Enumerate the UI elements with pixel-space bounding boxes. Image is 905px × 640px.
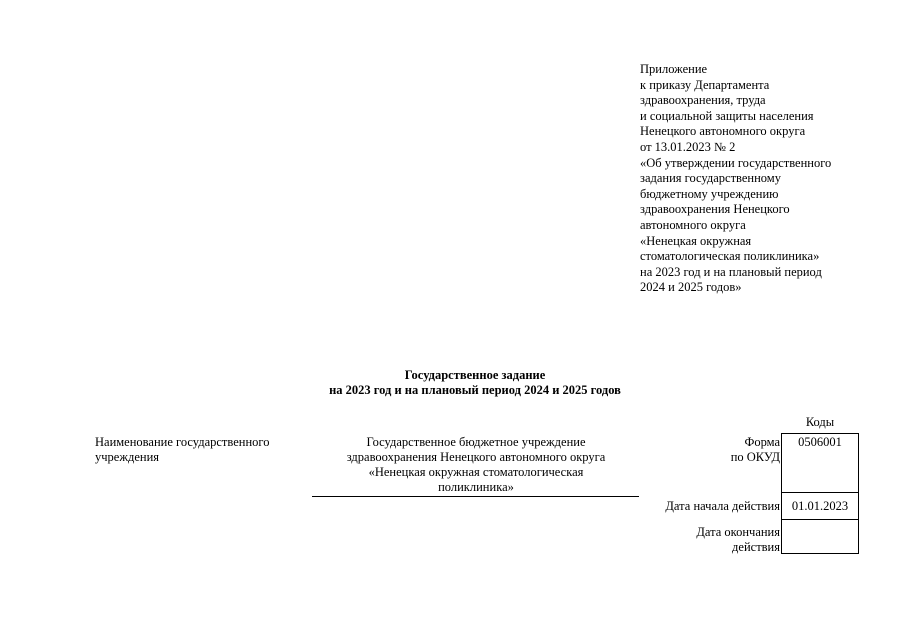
form-label-line-1: Форма xyxy=(744,435,780,449)
appendix-line: задания государственному xyxy=(640,171,781,186)
appendix-line: 2024 и 2025 годов» xyxy=(640,280,742,295)
appendix-line: стоматологическая поликлиника» xyxy=(640,249,820,264)
appendix-line: на 2023 год и на плановый период xyxy=(640,264,822,279)
end-date-label-line-1: Дата окончания xyxy=(696,525,780,539)
form-okud-label xyxy=(731,435,780,465)
start-date-cell: 01.01.2023 xyxy=(782,493,859,520)
institution-name-line-4: поликлиника» xyxy=(438,480,514,494)
appendix-line: автономного округа xyxy=(640,217,746,232)
codes-table xyxy=(781,433,859,554)
document-title xyxy=(280,368,670,398)
codes-row-start-date xyxy=(782,493,859,520)
end-date-label xyxy=(696,525,780,555)
appendix-line: от 13.01.2023 № 2 xyxy=(640,139,736,154)
institution-name xyxy=(312,435,640,495)
appendix-line: «Об утверждении государственного xyxy=(640,155,832,170)
appendix-line: здравоохранения, труда xyxy=(640,93,766,108)
codes-row-end-date xyxy=(782,520,859,554)
institution-label-line-2: учреждения xyxy=(95,450,160,464)
appendix-line: к приказу Департамента xyxy=(640,77,770,92)
institution-underline xyxy=(312,496,639,497)
codes-header: Коды xyxy=(805,415,835,429)
appendix-line: бюджетному учреждению xyxy=(640,186,779,201)
appendix-line: Приложение xyxy=(640,62,708,76)
institution-name-line-2: здравоохранения Ненецкого автономного округа xyxy=(346,450,606,464)
appendix-line: «Ненецкая окружная xyxy=(640,233,752,248)
institution-name-line-3: «Ненецкая окружная стоматологическая xyxy=(368,465,584,479)
okud-code-cell: 0506001 xyxy=(782,434,859,493)
appendix-line: Ненецкого автономного округа xyxy=(640,124,806,139)
title-line-2: на 2023 год и на плановый период 2024 и 2025 годов xyxy=(329,383,621,397)
codes-row-okud xyxy=(782,434,859,493)
title-line-1: Государственное задание xyxy=(404,368,546,382)
start-date-label: Дата начала действия xyxy=(665,499,780,513)
appendix-block xyxy=(640,62,890,296)
appendix-line: и социальной защиты населения xyxy=(640,108,814,123)
institution-name-line-1: Государственное бюджетное учреждение xyxy=(366,435,586,449)
institution-label xyxy=(95,435,305,465)
form-label-line-2: по ОКУД xyxy=(730,450,780,464)
appendix-line: здравоохранения Ненецкого xyxy=(640,202,790,217)
institution-label-line-1: Наименование государственного xyxy=(95,435,270,449)
end-date-cell xyxy=(782,520,859,554)
end-date-label-line-2: действия xyxy=(732,540,780,554)
